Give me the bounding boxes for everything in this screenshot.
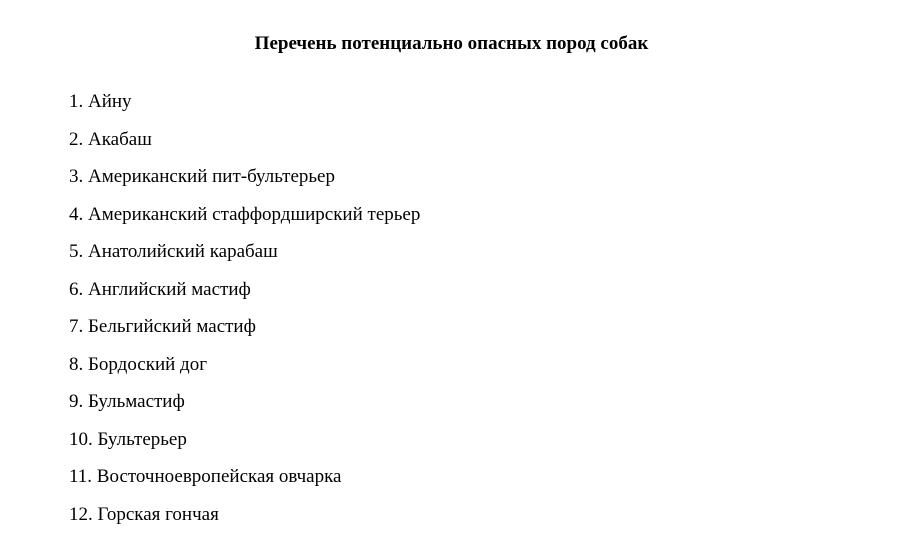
document-title: Перечень потенциально опасных пород собак: [0, 30, 903, 58]
list-item: 9. Бульмастиф: [69, 386, 420, 424]
list-item: 8. Бордоский дог: [69, 349, 420, 387]
list-item: 5. Анатолийский карабаш: [69, 236, 420, 274]
list-item: 3. Американский пит-бультерьер: [69, 161, 420, 199]
list-item: 10. Бультерьер: [69, 424, 420, 462]
list-item: 7. Бельгийский мастиф: [69, 311, 420, 349]
list-item: 2. Акабаш: [69, 124, 420, 162]
list-item: 11. Восточноевропейская овчарка: [69, 461, 420, 499]
list-item: 1. Айну: [69, 86, 420, 124]
list-item: 4. Американский стаффордширский терьер: [69, 199, 420, 237]
breed-list: [69, 86, 420, 536]
list-item: 12. Горская гончая: [69, 499, 420, 536]
list-item: 6. Английский мастиф: [69, 274, 420, 312]
